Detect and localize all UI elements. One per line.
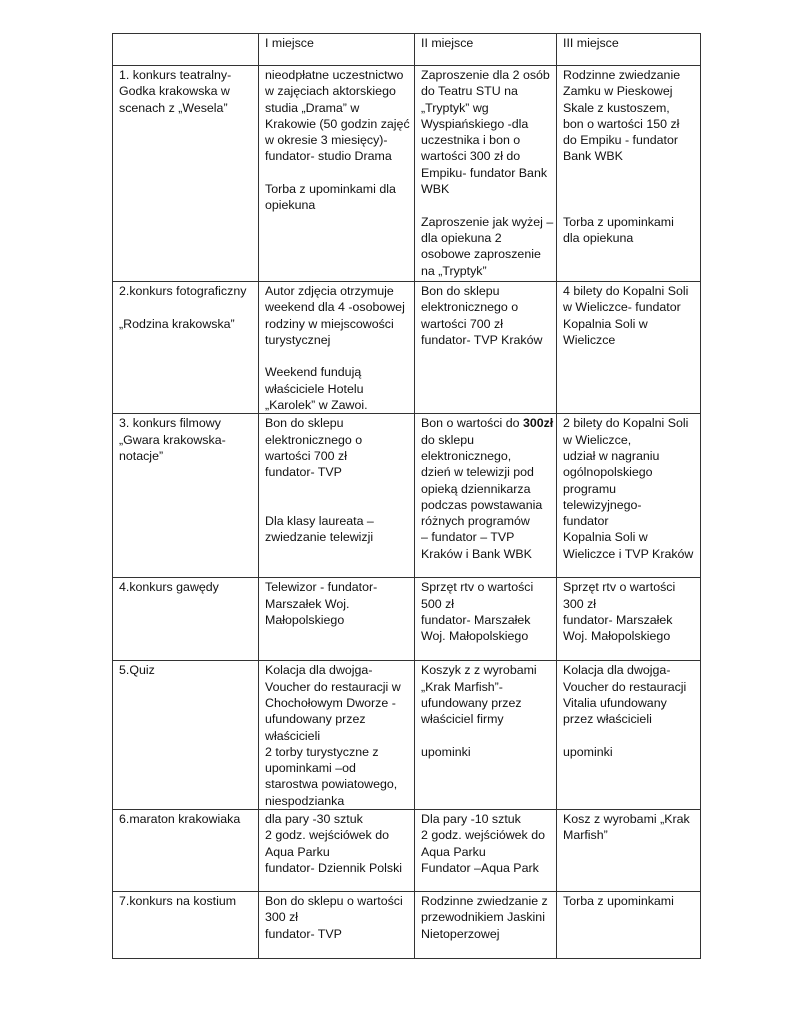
prize-line: 4 bilety do Kopalni Soli xyxy=(563,284,689,298)
prize-line: Kraków i Bank WBK xyxy=(421,546,532,561)
prize-line: starostwa powiatowego, xyxy=(265,777,398,792)
contest-cell xyxy=(113,578,259,661)
header-cell-first-place xyxy=(259,34,415,66)
third-prize-cell xyxy=(557,661,701,810)
prize-line: nieodpłatne uczestnictwo xyxy=(265,68,404,82)
prize-line: 300 zł xyxy=(563,596,597,611)
contest-cell xyxy=(113,66,259,282)
prize-line: fundator xyxy=(563,514,609,529)
prize-line: wartości 700 zł xyxy=(265,448,347,463)
contest-name-line: 6.maraton krakowiaka xyxy=(119,812,241,827)
blank-line xyxy=(563,165,694,181)
prize-line: Zaproszenie jak wyżej – xyxy=(421,214,554,229)
prize-line: – fundator – TVP xyxy=(421,530,515,545)
third-prize-cell xyxy=(557,578,701,661)
header-cell-empty xyxy=(113,34,259,66)
second-prize-cell xyxy=(415,66,557,282)
blank-line xyxy=(563,181,694,197)
prize-line: Kopalnia Soli w xyxy=(563,530,648,545)
prize-line: Wieliczce i TVP Kraków xyxy=(563,546,694,561)
first-prize-cell xyxy=(259,810,415,892)
third-prize-cell xyxy=(557,892,701,959)
prize-line: Chochołowym Dworze - xyxy=(265,695,396,710)
prize-line: studia „Drama” w xyxy=(265,100,360,115)
prize-line: fundator- Marszałek xyxy=(563,612,673,627)
prize-line: w Wieliczce, xyxy=(563,432,632,447)
prize-line: Małopolskiego xyxy=(265,612,345,627)
prize-line: ufundowany przez xyxy=(265,712,366,727)
prize-line: 2 godz. wejściówek do xyxy=(265,828,389,843)
prize-line: ufundowany przez xyxy=(421,695,522,710)
contest-name-line: „Rodzina krakowska” xyxy=(119,316,235,331)
prize-line: przez właścicieli xyxy=(563,712,652,727)
prize-line: rodziny w miejscowości xyxy=(265,316,394,331)
prize-line: „Tryptyk” wg xyxy=(421,100,489,115)
contest-name-line: 4.konkurs gawędy xyxy=(119,580,219,595)
third-prize-cell xyxy=(557,66,701,282)
header-row xyxy=(113,34,701,66)
prize-line: wartości 700 zł xyxy=(421,316,503,331)
table-row xyxy=(113,414,701,578)
prize-line: Telewizor - fundator- xyxy=(265,580,378,595)
prize-line: Torba z upominkami dla xyxy=(265,182,396,197)
contest-cell xyxy=(113,282,259,414)
blank-line xyxy=(265,497,408,513)
prize-line: Wyspiańskiego -dla xyxy=(421,116,529,131)
prize-line: podczas powstawania xyxy=(421,497,543,512)
prize-line: Sprzęt rtv o wartości xyxy=(421,580,534,595)
first-prize-cell xyxy=(259,661,415,810)
prize-line: Koszyk z z wyrobami xyxy=(421,663,537,678)
table-row xyxy=(113,66,701,282)
prize-line: ogólnopolskiego xyxy=(563,465,653,480)
prize-line: 2 bilety do Kopalni Soli xyxy=(563,416,689,431)
second-prize-cell xyxy=(415,810,557,892)
prize-line: Kolacja dla dwojga- xyxy=(265,663,373,678)
prize-line: upominki xyxy=(563,744,613,759)
prize-amount-bold: 300zł xyxy=(522,416,554,431)
prize-line: Rodzinne zwiedzanie xyxy=(563,68,681,82)
second-prize-cell xyxy=(415,892,557,959)
prize-line: Aqua Parku xyxy=(421,844,486,859)
prize-line: Dla klasy laureata – xyxy=(265,514,374,529)
first-prize-cell xyxy=(259,282,415,414)
prize-line: dla pary -30 sztuk xyxy=(265,812,363,827)
first-prize-cell xyxy=(259,414,415,578)
contest-name-line: Godka krakowska w xyxy=(119,84,230,99)
first-prize-cell xyxy=(259,578,415,661)
contest-cell xyxy=(113,414,259,578)
prize-line: Marfish” xyxy=(563,828,608,843)
prize-line: przewodnikiem Jaskini xyxy=(421,910,545,925)
blank-line xyxy=(421,197,550,213)
prize-line: Zaproszenie dla 2 osób xyxy=(421,68,550,82)
prize-line: Zamku w Pieskowej xyxy=(563,84,673,99)
contest-name-line: 3. konkurs filmowy xyxy=(119,416,221,431)
prize-line: 500 zł xyxy=(421,596,455,611)
third-prize-cell xyxy=(557,282,701,414)
prize-line: Bon do sklepu xyxy=(421,284,500,298)
blank-line xyxy=(421,728,550,744)
prize-line: Kosz z wyrobami „Krak xyxy=(563,812,690,827)
blank-line xyxy=(563,728,694,744)
prize-line: elektronicznego o xyxy=(421,300,519,315)
header-cell-second-place xyxy=(415,34,557,66)
prize-line: upominkami –od xyxy=(265,761,356,776)
prize-line: Rodzinne zwiedzanie z xyxy=(421,894,548,909)
header-cell-third-place xyxy=(557,34,701,66)
prizes-table xyxy=(112,33,701,959)
prize-line: elektronicznego, xyxy=(421,448,512,463)
third-prize-cell xyxy=(557,810,701,892)
table-row xyxy=(113,282,701,414)
prize-line: Nietoperzowej xyxy=(421,926,500,941)
prize-line: Torba z upominkami xyxy=(563,214,674,229)
prize-line: WBK xyxy=(421,182,450,197)
prize-line: Kopalnia Soli w xyxy=(563,316,648,331)
prize-line: do sklepu xyxy=(421,432,475,447)
blank-line xyxy=(119,299,252,315)
prize-line: Bank WBK xyxy=(563,149,623,164)
blank-line xyxy=(563,197,694,213)
contest-cell xyxy=(113,661,259,810)
prize-line: Skale z kustoszem, xyxy=(563,100,670,115)
prize-line: fundator- TVP xyxy=(265,465,342,480)
prize-line xyxy=(421,415,554,431)
prize-line: opiekuna xyxy=(265,198,316,213)
prize-line: 2 godz. wejściówek do xyxy=(421,828,545,843)
second-prize-cell xyxy=(415,414,557,578)
contest-name-line: 1. konkurs teatralny- xyxy=(119,68,232,82)
prize-line: „Krak Marfish”- xyxy=(421,679,503,694)
prize-line: wartości 300 zł do xyxy=(421,149,521,164)
prize-line: zwiedzanie telewizji xyxy=(265,530,374,545)
prize-line: upominki xyxy=(421,744,471,759)
prize-line: fundator- TVP Kraków xyxy=(421,332,543,347)
header-first-place: I miejsce xyxy=(265,36,314,50)
prize-line: Weekend fundują xyxy=(265,365,362,380)
table-row xyxy=(113,661,701,810)
prize-line: Sprzęt rtv o wartości xyxy=(563,580,676,595)
second-prize-cell xyxy=(415,578,557,661)
prize-line: właściciel firmy xyxy=(421,712,504,727)
prize-line: Kolacja dla dwojga- xyxy=(563,663,671,678)
third-prize-cell xyxy=(557,414,701,578)
prize-line-prefix: Bon o wartości do xyxy=(421,416,523,431)
table-row xyxy=(113,810,701,892)
prize-line: fundator- studio Drama xyxy=(265,149,392,164)
contest-cell xyxy=(113,892,259,959)
prize-line: dzień w telewizji pod xyxy=(421,465,534,480)
prize-line: opieką dziennikarza xyxy=(421,481,531,496)
contest-name-line: „Gwara krakowska- xyxy=(119,432,226,447)
blank-line xyxy=(265,165,408,181)
second-prize-cell xyxy=(415,661,557,810)
prize-line: Empiku- fundator Bank xyxy=(421,165,548,180)
prize-line: weekend dla 4 -osobowej xyxy=(265,300,405,315)
prize-line: Krakowie (50 godzin zajęć xyxy=(265,116,410,131)
prize-line: właścicieli xyxy=(265,728,321,743)
prize-line: elektronicznego o xyxy=(265,432,363,447)
table-row xyxy=(113,578,701,661)
first-prize-cell xyxy=(259,66,415,282)
prize-line: programu xyxy=(563,481,617,496)
blank-line xyxy=(265,481,408,497)
blank-line xyxy=(265,348,408,364)
prize-line: właściciele Hotelu xyxy=(265,381,364,396)
prize-line: w zajęciach aktorskiego xyxy=(265,84,396,99)
contest-name-line: 7.konkurs na kostium xyxy=(119,894,237,909)
prize-line: do Teatru STU na xyxy=(421,84,518,99)
prize-line: fundator- TVP xyxy=(265,926,342,941)
second-prize-cell xyxy=(415,282,557,414)
prize-line: turystycznej xyxy=(265,332,331,347)
prize-line: Aqua Parku xyxy=(265,844,330,859)
contest-name-line: 2.konkurs fotograficzny xyxy=(119,284,247,298)
contest-cell xyxy=(113,810,259,892)
prize-line: 2 torby turystyczne z xyxy=(265,744,379,759)
prize-line: Wieliczce xyxy=(563,332,616,347)
prize-line: niespodzianka xyxy=(265,793,345,808)
prize-line: osobowe zaproszenie xyxy=(421,247,541,262)
prize-line: uczestnika i bon o xyxy=(421,133,521,148)
prize-line: Torba z upominkami xyxy=(563,894,674,909)
prize-line: Dla pary -10 sztuk xyxy=(421,812,521,827)
prize-line: Voucher do restauracji xyxy=(563,679,687,694)
header-third-place: III miejsce xyxy=(563,36,619,50)
prize-line: telewizyjnego- xyxy=(563,497,642,512)
header-second-place: II miejsce xyxy=(421,36,474,50)
table-row xyxy=(113,892,701,959)
prize-line: bon o wartości 150 zł xyxy=(563,116,680,131)
prize-line: Woj. Małopolskiego xyxy=(421,629,529,644)
prize-line: Vitalia ufundowany xyxy=(563,695,667,710)
prize-line: różnych programów xyxy=(421,514,530,529)
contest-name-line: scenach z „Wesela” xyxy=(119,100,228,115)
prize-line: na „Tryptyk” xyxy=(421,263,487,278)
prize-line: Autor zdjęcia otrzymuje xyxy=(265,284,394,298)
prize-line: dla opiekuna xyxy=(563,230,634,245)
prize-line: Bon do sklepu o wartości xyxy=(265,894,403,909)
prize-line: Woj. Małopolskiego xyxy=(563,629,671,644)
prize-line: Bon do sklepu xyxy=(265,416,344,431)
prize-line: udział w nagraniu xyxy=(563,448,660,463)
prize-line: 300 zł xyxy=(265,910,299,925)
prize-line: dla opiekuna 2 xyxy=(421,230,502,245)
prize-line: „Karolek” w Zawoi. xyxy=(265,398,368,413)
prize-line: fundator- Marszałek xyxy=(421,612,531,627)
first-prize-cell xyxy=(259,892,415,959)
prize-line: do Empiku - fundator xyxy=(563,133,679,148)
prize-line: w Wieliczce- fundator xyxy=(563,300,681,315)
prize-line: fundator- Dziennik Polski xyxy=(265,860,403,875)
prize-line: Marszałek Woj. xyxy=(265,596,350,611)
contest-name-line: notacje” xyxy=(119,448,164,463)
prize-line: Voucher do restauracji w xyxy=(265,679,401,694)
prize-line: Fundator –Aqua Park xyxy=(421,860,539,875)
prize-line: w okresie 3 miesięcy)- xyxy=(265,133,388,148)
contest-name-line: 5.Quiz xyxy=(119,663,155,678)
